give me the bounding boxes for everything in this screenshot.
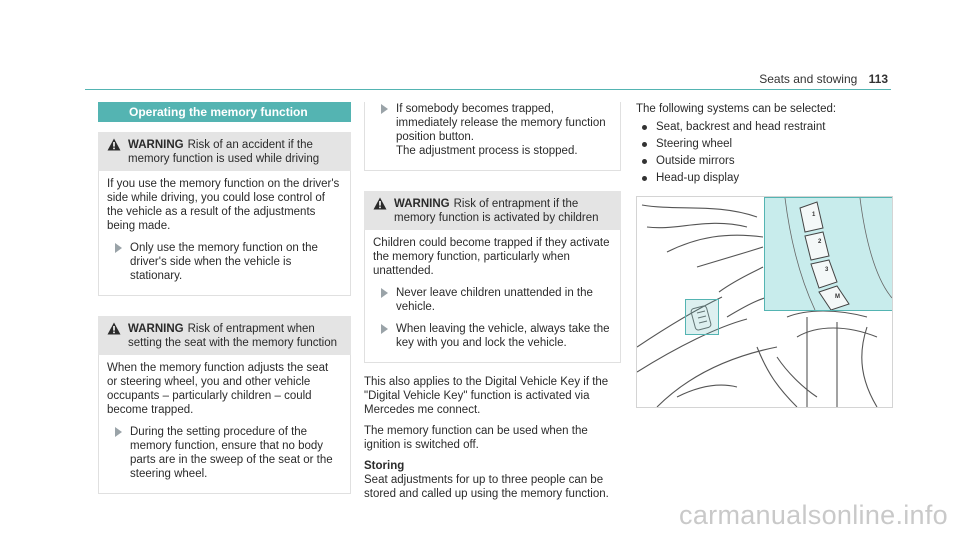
warning-header <box>98 316 351 355</box>
warning-heading: Risk of entrapment if the memory function is activated by children <box>394 198 599 224</box>
paragraph: This also applies to the Digital Vehicle Key if the "Digital Vehicle Key" function is activated via Mercedes me connect. <box>364 376 609 416</box>
paragraph: Seat adjustments for up to three people can be stored and called up using the memory function. <box>364 474 609 500</box>
instruction-step <box>107 241 340 283</box>
instruction-text: When leaving the vehicle, always take the key with you and lock the vehicle. <box>396 323 610 349</box>
memory-button-2-label: 2 <box>818 239 822 245</box>
list-item: Head-up display <box>636 171 892 185</box>
memory-buttons-highlight <box>685 299 719 335</box>
right-column <box>636 102 892 188</box>
page-number: 113 <box>868 72 888 86</box>
memory-buttons-drawing <box>765 198 892 310</box>
instruction-step <box>107 425 340 481</box>
list-intro: The following systems can be selected: <box>636 103 837 115</box>
middle-column <box>364 102 621 508</box>
warning-triangle-icon <box>107 138 121 151</box>
body-text <box>364 375 621 501</box>
warning-header <box>98 132 351 171</box>
warning-box <box>98 132 351 296</box>
list-item: Outside mirrors <box>636 154 892 168</box>
instruction-text: Never leave children unattended in the vehicle. <box>396 287 593 313</box>
left-column <box>98 102 351 494</box>
memory-button-1-label: 1 <box>812 212 816 218</box>
warning-box <box>98 316 351 494</box>
section-title: Operating the memory function <box>98 102 351 122</box>
instruction-arrow-icon <box>381 324 388 334</box>
watermark: carmanualsonline.info <box>679 500 948 530</box>
page-header <box>0 0 960 90</box>
warning-label: WARNING <box>394 198 450 210</box>
list-item: Steering wheel <box>636 137 892 151</box>
warning-box <box>364 191 621 363</box>
instruction-arrow-icon <box>115 243 122 253</box>
door-panel-illustration <box>636 196 893 408</box>
warning-label: WARNING <box>128 139 184 151</box>
instruction-step <box>373 102 610 158</box>
instruction-step <box>373 322 610 350</box>
memory-buttons-closeup <box>764 197 893 311</box>
warning-text: Children could become trapped if they activate the memory function, particularly when unattended. <box>373 237 610 277</box>
warning-header <box>364 191 621 230</box>
list-item: Seat, backrest and head restraint <box>636 120 892 134</box>
instruction-text: If somebody becomes trapped, immediately release the memory function position button. <box>396 103 606 143</box>
warning-heading: Risk of entrapment when setting the seat with the memory function <box>128 323 338 349</box>
instruction-result: The adjustment process is stopped. <box>396 145 578 157</box>
instruction-arrow-icon <box>115 427 122 437</box>
warning-body <box>98 355 351 494</box>
memory-button-3-label: 3 <box>825 267 829 273</box>
subheading: Storing <box>364 460 405 472</box>
instruction-box <box>364 102 621 171</box>
warning-text: If you use the memory function on the driver's side while driving, you could lose control of the vehicle as a result of the adjustments being made. <box>107 178 340 232</box>
warning-triangle-icon <box>107 322 121 335</box>
running-header <box>759 72 888 86</box>
warning-text: When the memory function adjusts the seat or steering wheel, you and other vehicle occupants – particularly children – could become trapped. <box>107 362 329 416</box>
instruction-arrow-icon <box>381 104 388 114</box>
paragraph: The memory function can be used when the ignition is switched off. <box>364 425 588 451</box>
system-list <box>636 120 892 185</box>
warning-body <box>364 230 621 363</box>
warning-triangle-icon <box>373 197 387 210</box>
warning-body <box>98 171 351 296</box>
header-rule <box>85 89 891 90</box>
warning-heading: Risk of an accident if the memory function is used while driving <box>128 139 320 165</box>
instruction-text: Only use the memory function on the driver's side when the vehicle is stationary. <box>130 242 318 282</box>
memory-button-m-label: M <box>835 294 840 300</box>
instruction-text: During the setting procedure of the memory function, ensure that no body parts are in the sweep of the seat or the steering wheel. <box>130 426 333 480</box>
instruction-step <box>373 286 610 314</box>
instruction-arrow-icon <box>381 288 388 298</box>
header-section: Seats and stowing <box>759 72 858 86</box>
warning-label: WARNING <box>128 323 184 335</box>
